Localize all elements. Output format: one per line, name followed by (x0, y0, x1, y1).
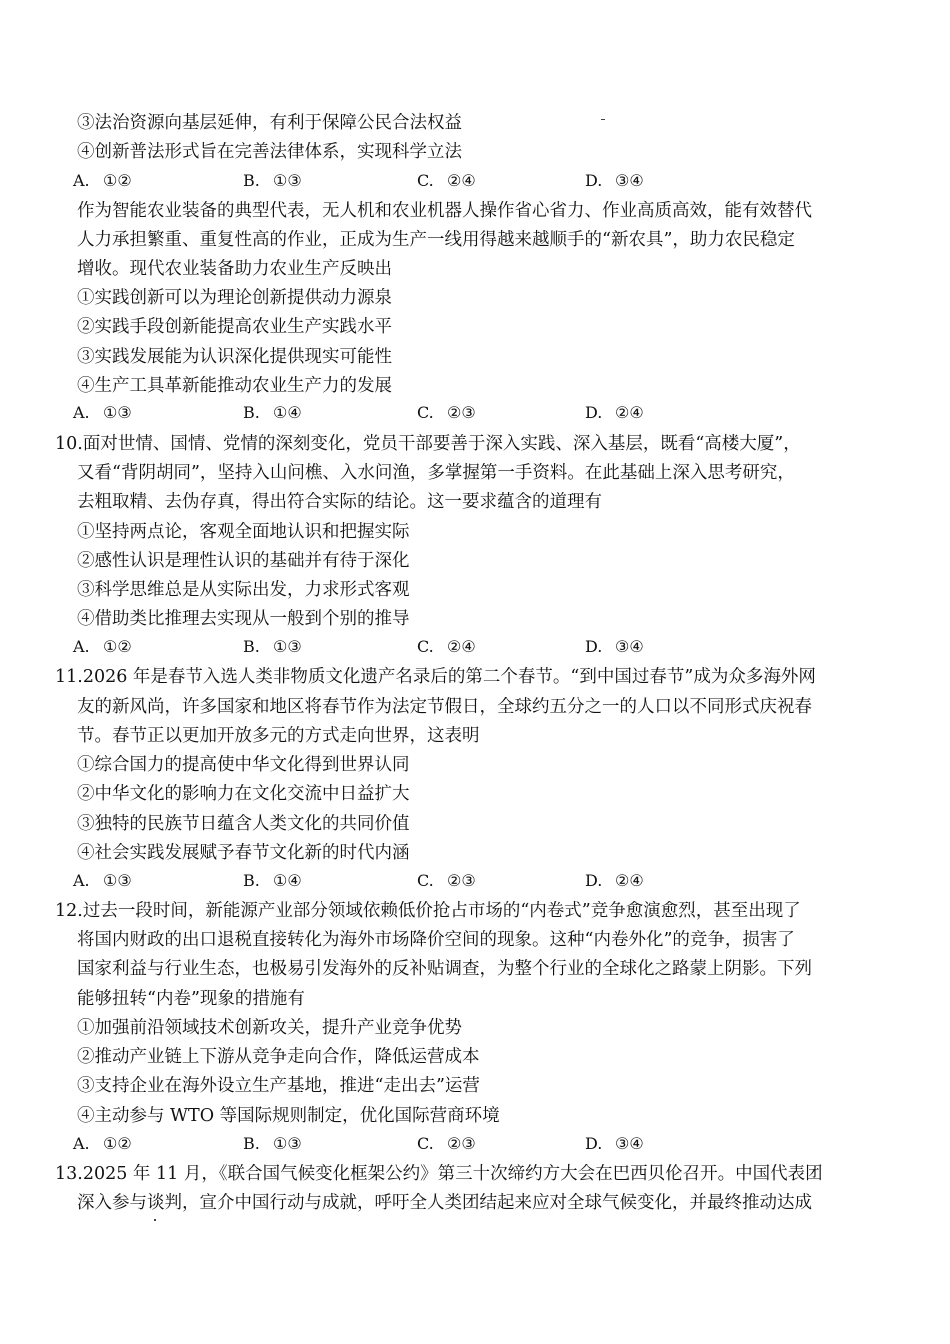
q9-option-4: ④生产工具革新能推动农业生产力的发展 (77, 376, 392, 396)
scan-speck (601, 119, 605, 120)
q10-choice-a: A. ①② (73, 637, 132, 656)
q9-option-2: ②实践手段创新能提高农业生产实践水平 (77, 317, 392, 337)
q10-option-4: ④借助类比推理去实现从一般到个别的推导 (77, 609, 410, 629)
q12-choice-c: C. ②③ (417, 1134, 476, 1153)
q10-option-2: ②感性认识是理性认识的基础并有待于深化 (77, 551, 410, 571)
q9-stem-line: 作为智能农业装备的典型代表，无人机和农业机器人操作省心省力、作业高质高效，能有效替代 (77, 201, 812, 221)
q11-stem-line: 11.2026 年是春节入选人类非物质文化遗产名录后的第二个春节。“到中国过春节”成为众多海外网 (55, 667, 816, 687)
q8-choice-d: D. ③④ (585, 171, 644, 190)
q9-stem-line: 增收。现代农业装备助力农业生产反映出 (77, 259, 392, 279)
q12-stem-line: 将国内财政的出口退税直接转化为海外市场降价空间的现象。这种“内卷外化”的竞争，损害了 (77, 930, 795, 950)
q11-choice-b: B. ①④ (243, 871, 302, 890)
q12-option-4: ④主动参与 WTO 等国际规则制定，优化国际营商环境 (77, 1106, 500, 1126)
q8-option-4: ④创新普法形式旨在完善法律体系，实现科学立法 (77, 142, 462, 162)
q11-option-4: ④社会实践发展赋予春节文化新的时代内涵 (77, 843, 410, 863)
q9-choice-d: D. ②④ (585, 403, 644, 422)
q12-stem-line: 12.过去一段时间，新能源产业部分领域依赖低价抢占市场的“内卷式”竞争愈演愈烈，甚至出现了 (55, 901, 801, 921)
scan-speck (154, 1219, 156, 1221)
q13-stem-line: 13.2025 年 11 月，《联合国气候变化框架公约》第三十次缔约方大会在巴西贝伦召开。中国代表团 (55, 1164, 823, 1184)
q12-option-3: ③支持企业在海外设立生产基地，推进“走出去”运营 (77, 1076, 480, 1096)
q9-choice-c: C. ②③ (417, 403, 476, 422)
q12-choice-d: D. ③④ (585, 1134, 644, 1153)
q12-stem-line: 能够扭转“内卷”现象的措施有 (77, 989, 305, 1009)
q8-choice-c: C. ②④ (417, 171, 476, 190)
q11-choice-c: C. ②③ (417, 871, 476, 890)
q12-stem-line: 国家利益与行业生态，也极易引发海外的反补贴调查，为整个行业的全球化之路蒙上阴影。下列 (77, 959, 812, 979)
q11-option-2: ②中华文化的影响力在文化交流中日益扩大 (77, 784, 410, 804)
q12-option-1: ①加强前沿领域技术创新攻关，提升产业竞争优势 (77, 1018, 462, 1038)
q11-stem-line: 友的新风尚，许多国家和地区将春节作为法定节假日，全球约五分之一的人口以不同形式庆祝春 (77, 697, 812, 717)
q10-option-1: ①坚持两点论，客观全面地认识和把握实际 (77, 522, 410, 542)
q10-stem-line: 又看“背阴胡同”，坚持入山问樵、入水问渔，多掌握第一手资料。在此基础上深入思考研究， (77, 463, 795, 483)
q12-choice-a: A. ①② (73, 1134, 132, 1153)
q11-choice-d: D. ②④ (585, 871, 644, 890)
q8-option-3: ③法治资源向基层延伸，有利于保障公民合法权益 (77, 113, 462, 133)
q10-stem-line: 去粗取精、去伪存真，得出符合实际的结论。这一要求蕴含的道理有 (77, 492, 602, 512)
q10-choice-d: D. ③④ (585, 637, 644, 656)
q10-option-3: ③科学思维总是从实际出发，力求形式客观 (77, 580, 410, 600)
q9-option-1: ①实践创新可以为理论创新提供动力源泉 (77, 288, 392, 308)
q9-choice-a: A. ①③ (73, 403, 132, 422)
q12-choice-b: B. ①③ (243, 1134, 302, 1153)
q9-choice-b: B. ①④ (243, 403, 302, 422)
q11-choice-a: A. ①③ (73, 871, 132, 890)
q11-stem-line: 节。春节正以更加开放多元的方式走向世界，这表明 (77, 726, 480, 746)
q11-option-3: ③独特的民族节日蕴含人类文化的共同价值 (77, 814, 410, 834)
q11-option-1: ①综合国力的提高使中华文化得到世界认同 (77, 755, 410, 775)
q8-choice-b: B. ①③ (243, 171, 302, 190)
q8-choice-a: A. ①② (73, 171, 132, 190)
q10-choice-b: B. ①③ (243, 637, 302, 656)
q10-choice-c: C. ②④ (417, 637, 476, 656)
q10-stem-line: 10.面对世情、国情、党情的深刻变化，党员干部要善于深入实践、深入基层，既看“高楼大厦”， (55, 434, 801, 454)
q9-stem-line: 人力承担繁重、重复性高的作业，正成为生产一线用得越来越顺手的“新农具”，助力农民稳定 (77, 230, 795, 250)
q13-stem-line: 深入参与谈判，宣介中国行动与成就，呼吁全人类团结起来应对全球气候变化，并最终推动达成 (77, 1193, 812, 1213)
q12-option-2: ②推动产业链上下游从竞争走向合作，降低运营成本 (77, 1047, 480, 1067)
q9-option-3: ③实践发展能为认识深化提供现实可能性 (77, 347, 392, 367)
